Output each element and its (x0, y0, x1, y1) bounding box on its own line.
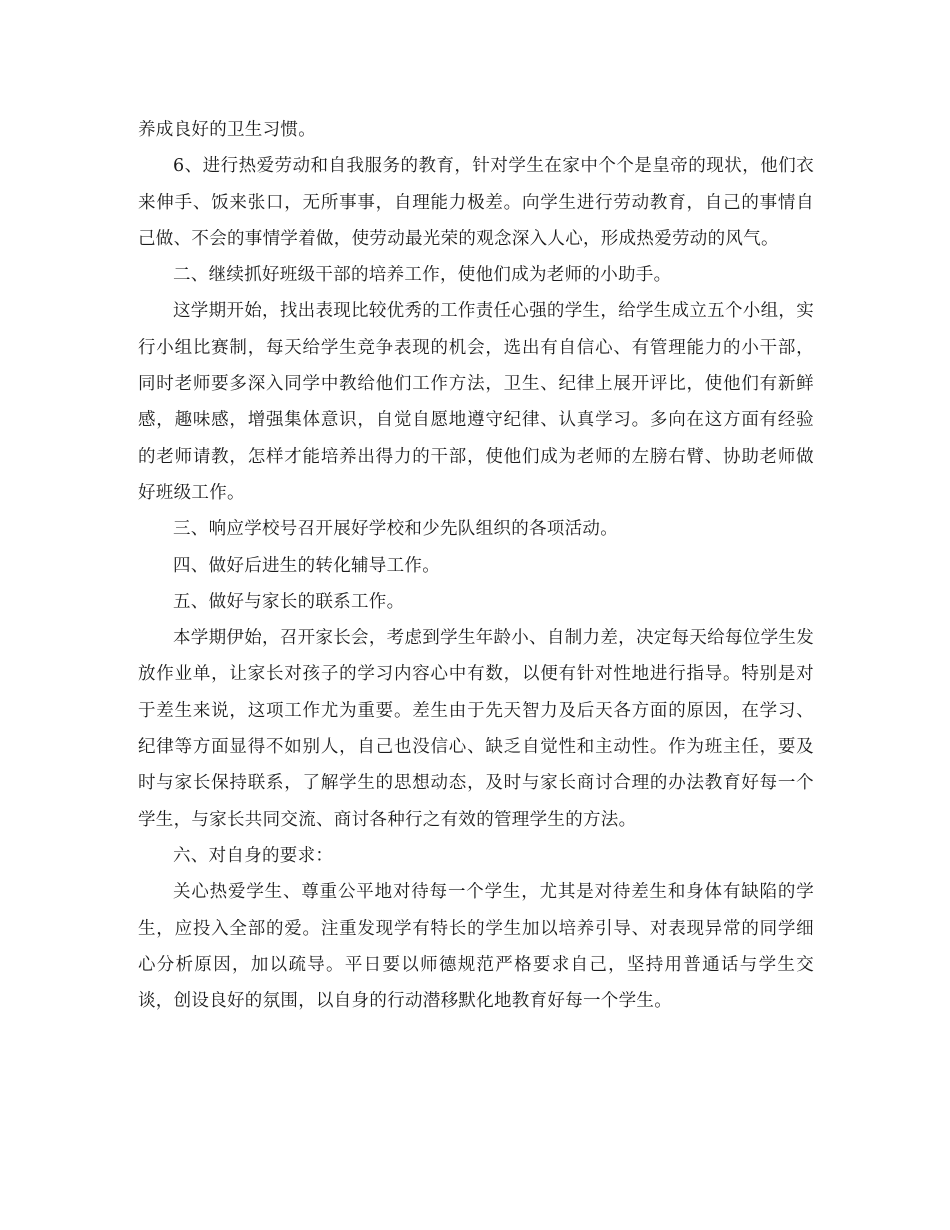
paragraph-8: 本学期伊始，召开家长会，考虑到学生年龄小、自制力差，决定每天给每位学生发放作业单，让家长对孩子的学习内容心中有数，以便有针对性地进行指导。特别是对于差生来说，这项工作尤为重要。差生由于先天智力及后天各方面的原因，在学习、纪律等方面显得不如别人，自己也没信心、缺乏自觉性和主动性。作为班主任，要及时与家长保持联系，了解学生的思想动态，及时与家长商讨合理的办法教育好每一个学生，与家长共同交流、商讨各种行之有效的管理学生的方法。 (138, 628, 814, 830)
paragraph-2: 6、进行热爱劳动和自我服务的教育，针对学生在家中个个是皇帝的现状，他们衣来伸手、饭来张口，无所事事，自理能力极差。向学生进行劳动教育，自己的事情自己做、不会的事情学着做，使劳动最光荣的观念深入人心，形成热爱劳动的风气。 (138, 156, 814, 249)
paragraph-1: 养成良好的卫生习惯。 (138, 120, 316, 140)
section-heading-2: 二、继续抓好班级干部的培养工作，使他们成为老师的小助手。 (173, 265, 672, 286)
section-heading-4: 四、做好后进生的转化辅导工作。 (173, 555, 440, 576)
section-heading-3: 三、响应学校号召开展好学校和少先队组织的各项活动。 (173, 519, 618, 540)
section-heading-5: 五、做好与家长的联系工作。 (173, 591, 405, 612)
document-body (138, 112, 814, 1019)
section-heading-6: 六、对自身的要求： (173, 845, 334, 866)
paragraph-10: 关心热爱学生、尊重公平地对待每一个学生，尤其是对待差生和身体有缺陷的学生，应投入全部的爱。注重发现学有特长的学生加以培养引导、对表现异常的同学细心分析原因，加以疏导。平日要以师德规范严格要求自己，坚持用普通话与学生交谈，创设良好的氛围，以自身的行动潜移默化地教育好每一个学生。 (138, 882, 814, 1012)
paragraph-4: 这学期开始，找出表现比较优秀的工作责任心强的学生，给学生成立五个小组，实行小组比赛制，每天给学生竞争表现的机会，选出有自信心、有管理能力的小干部，同时老师要多深入同学中教给他们工作方法，卫生、纪律上展开评比，使他们有新鲜感，趣味感，增强集体意识，自觉自愿地遵守纪律、认真学习。多向在这方面有经验的老师请教，怎样才能培养出得力的干部，使他们成为老师的左膀右臂、协助老师做好班级工作。 (138, 301, 814, 503)
